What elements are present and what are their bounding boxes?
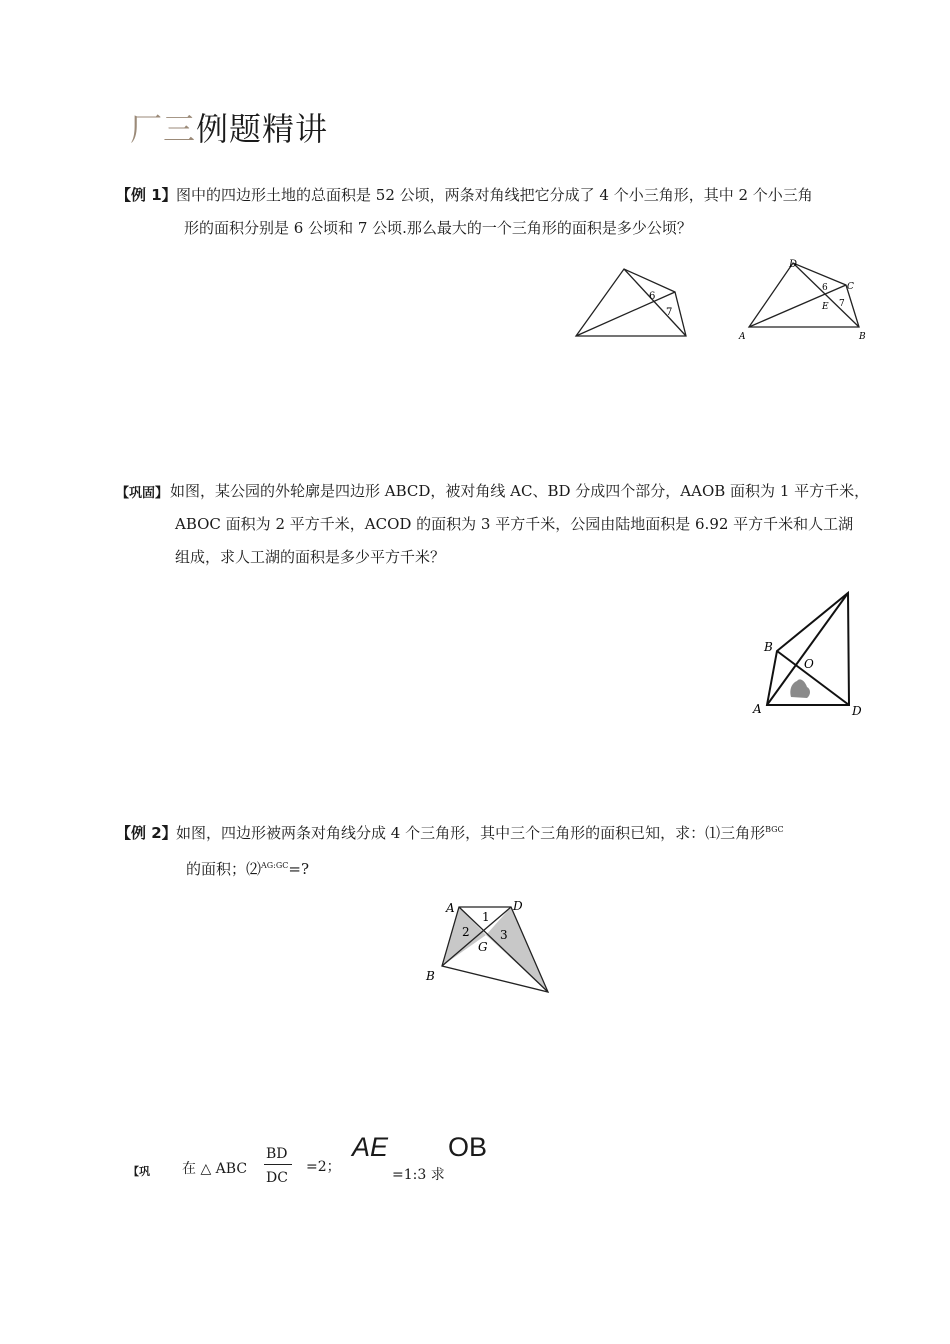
fig2-label-d: D: [789, 259, 798, 270]
practice2-frac-bar: [264, 1164, 292, 1165]
practice1-label: 【巩固】: [116, 486, 169, 501]
example2-line1-sup: BGC: [765, 825, 784, 834]
example2-line2-text-a: 的面积；⑵: [186, 860, 262, 878]
section-title-mark: 厂三: [130, 110, 197, 148]
ex2-area-2: 2: [462, 925, 470, 939]
example2-line2-sup: AG:GC: [261, 861, 289, 870]
practice2-frac-den: DC: [266, 1170, 288, 1184]
ex2-area-3: 3: [500, 928, 508, 942]
fig1-outline: [576, 269, 686, 336]
fig2-outline: [749, 263, 859, 327]
ex2-label-b: B: [426, 969, 435, 983]
practice2-text2: =2；: [306, 1159, 341, 1175]
practice1-line3: 组成，求人工湖的面积是多少平方千米？: [175, 548, 446, 566]
fig2-label-c: C: [847, 282, 854, 292]
ex2-label-g: G: [478, 940, 488, 954]
example1-line2: 形的面积分别是 6 公顷和 7 公顷.那么最大的一个三角形的面积是多少公顷？: [184, 219, 692, 237]
example2-line1: [176, 822, 784, 843]
practice2-ae: AE: [352, 1132, 389, 1162]
ex2-label-d: D: [513, 899, 523, 913]
section-title: [130, 104, 328, 150]
p1-label-o: O: [804, 657, 814, 671]
example2-label: 【例 2】: [116, 824, 177, 842]
practice2-frac-num: BD: [266, 1146, 288, 1162]
example2-line1-text: 如图，四边形被两条对角线分成 4 个三角形，其中三个三角形的面积已知，求：⑴三角形: [176, 824, 766, 842]
fig2-area-6: 6: [822, 283, 828, 293]
example1-figure-labeled: [735, 255, 875, 345]
fig1-area-6: 6: [649, 291, 656, 302]
practice2-label: 【巩: [128, 1165, 150, 1178]
example1-label: 【例 1】: [116, 186, 177, 204]
p1-label-b: B: [764, 640, 773, 654]
p1-label-a: A: [753, 702, 762, 715]
fig2-label-a: A: [739, 332, 746, 342]
ex2-label-a: A: [446, 901, 455, 915]
example1-line1: 图中的四边形土地的总面积是 52 公顷，两条对角线把它分成了 4 个小三角形，其中 2 个小三角: [176, 186, 813, 204]
fig2-label-b: B: [859, 332, 866, 342]
practice2-clip: [0, 1120, 950, 1184]
fig2-area-7: 7: [839, 299, 845, 309]
fig2-label-e: E: [822, 302, 829, 312]
ex2-area-1: 1: [482, 910, 490, 924]
example2-figure: [420, 895, 560, 1000]
practice1-line1: 如图，某公园的外轮廓是四边形 ABCD，被对角线 AC、BD 分成四个部分，AAOB 面积为 1 平方千米，: [170, 482, 870, 500]
practice2-text1: 在 △ ABC: [182, 1161, 248, 1177]
section-title-text: 例题精讲: [196, 110, 329, 148]
example2-line2-text-b: =?: [288, 860, 310, 878]
p1-label-d: D: [852, 704, 862, 715]
practice1-line2: ABOC 面积为 2 平方千米，ACOD 的面积为 3 平方千米，公园由陆地面积是 6.92 平方千米和人工湖: [175, 515, 854, 533]
fig1-area-7: 7: [666, 307, 673, 318]
practice2-text3: =1:3 求: [392, 1167, 445, 1183]
practice2-ob: OB: [448, 1132, 488, 1162]
example2-line2: [186, 858, 309, 879]
p1-lake-shape: [790, 679, 810, 698]
fig1-diagonal-bd: [624, 269, 686, 336]
fig1-diagonal-ac: [576, 292, 675, 336]
practice1-figure: [745, 585, 870, 715]
example1-figure-quadrilateral: [570, 260, 695, 345]
